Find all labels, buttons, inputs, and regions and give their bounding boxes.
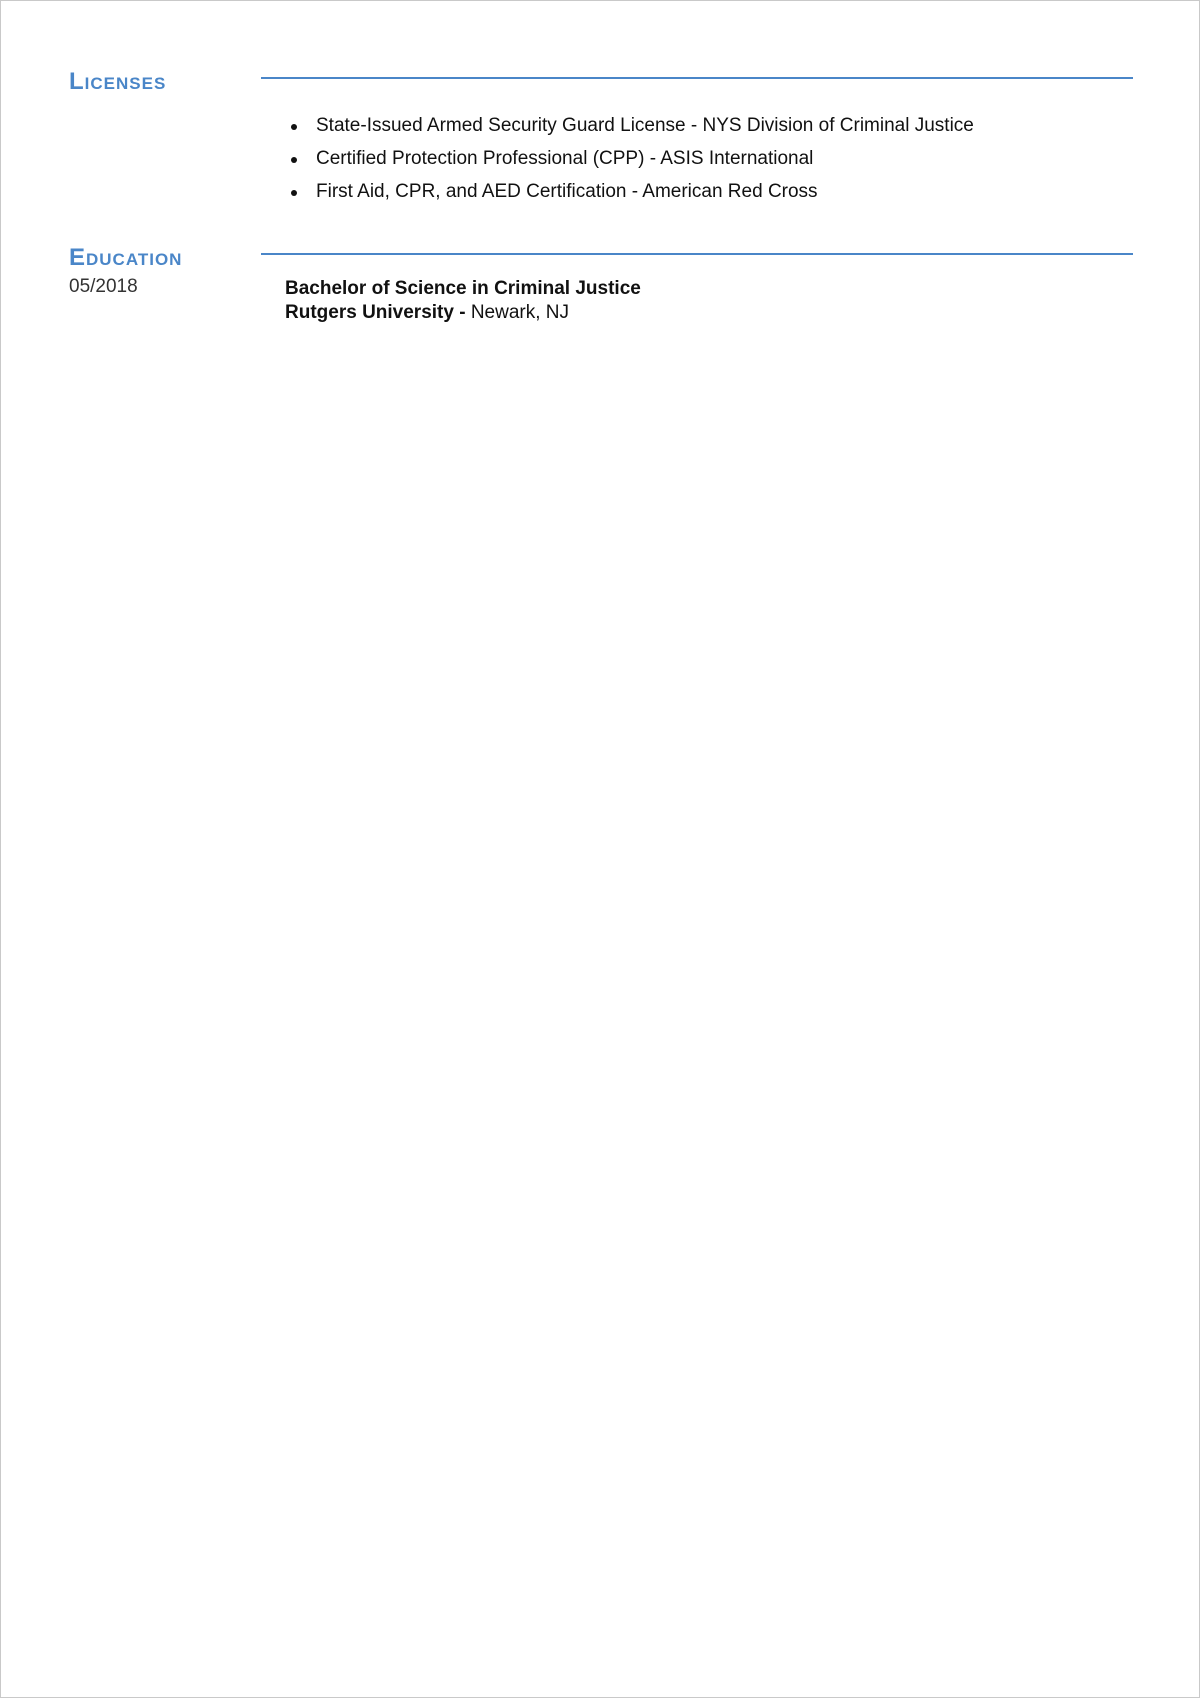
license-item — [289, 175, 1133, 208]
education-title: Education — [69, 244, 183, 271]
school-name: Rutgers University - — [285, 302, 466, 323]
school-location: Newark, NJ — [470, 302, 570, 323]
licenses-header — [69, 67, 1133, 103]
bullet-icon — [291, 157, 297, 163]
education-section — [69, 243, 1133, 335]
license-text: First Aid, CPR, and AED Certification - American Red Cross — [316, 181, 818, 202]
license-text: State-Issued Armed Security Guard License - NYS Division of Criminal Justice — [316, 115, 974, 136]
license-item — [289, 109, 1133, 142]
bullet-icon — [291, 190, 297, 196]
licenses-list — [289, 109, 1133, 208]
license-item — [289, 142, 1133, 175]
degree-name: Bachelor of Science in Criminal Justice — [285, 278, 641, 299]
education-entry — [69, 275, 1133, 335]
education-divider — [261, 253, 1133, 255]
licenses-section — [69, 67, 1133, 208]
education-header — [69, 243, 1133, 279]
licenses-title: Licenses — [69, 68, 167, 95]
licenses-divider — [261, 77, 1133, 79]
bullet-icon — [291, 124, 297, 130]
education-details — [285, 277, 641, 325]
license-text: Certified Protection Professional (CPP) - ASIS International — [316, 148, 814, 169]
education-date: 05/2018 — [69, 276, 138, 297]
